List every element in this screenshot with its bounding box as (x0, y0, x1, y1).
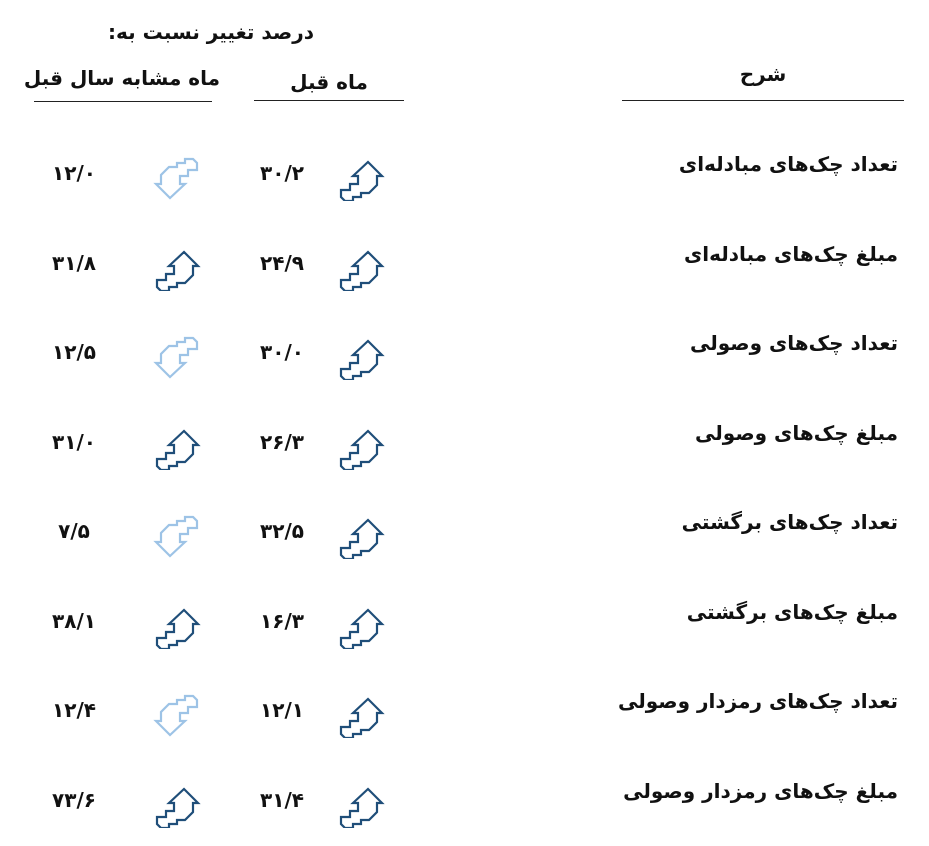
table-row (0, 570, 929, 660)
down-arrow-icon (152, 515, 202, 559)
up-arrow-icon (336, 426, 386, 470)
prev-year-value: ۳۸/۱ (52, 608, 96, 633)
column-header-description: شرح (739, 62, 787, 86)
row-label: مبلغ چک‌های وصولی (695, 420, 898, 445)
row-label: تعداد چک‌های مبادله‌ای (678, 152, 898, 176)
row-label: مبلغ چک‌های مبادله‌ای (683, 241, 898, 266)
prev-month-value: ۲۴/۹ (260, 250, 304, 275)
column-header-prev-month: ماه قبل (290, 70, 368, 94)
header-underline-description (622, 100, 904, 101)
prev-year-value: ۱۲/۴ (52, 698, 96, 722)
row-label: مبلغ چک‌های رمزدار وصولی (623, 778, 898, 803)
up-arrow-icon (152, 247, 202, 291)
prev-month-value: ۲۶/۳ (260, 429, 304, 454)
table-row (0, 749, 929, 839)
table-row (0, 212, 929, 302)
prev-month-value: ۱۶/۳ (260, 608, 304, 633)
row-label: تعداد چک‌های برگشتی (681, 510, 898, 534)
down-arrow-icon (152, 157, 202, 201)
up-arrow-icon (152, 605, 202, 649)
row-label: مبلغ چک‌های برگشتی (686, 599, 898, 624)
indicator-table (0, 122, 929, 838)
prev-year-value: ۳۱/۰ (52, 429, 96, 454)
table-row (0, 122, 929, 212)
change-caption: درصد تغییر نسبت به: (108, 20, 314, 44)
up-arrow-icon (152, 426, 202, 470)
table-row (0, 391, 929, 481)
row-label: تعداد چک‌های وصولی (689, 331, 898, 355)
prev-month-value: ۳۱/۴ (260, 787, 304, 812)
prev-year-value: ۷/۵ (58, 519, 90, 543)
table-row (0, 480, 929, 570)
table-row (0, 659, 929, 749)
down-arrow-icon (152, 336, 202, 380)
prev-month-value: ۳۰/۰ (260, 340, 304, 364)
prev-month-value: ۳۰/۲ (260, 161, 304, 185)
header-underline-prev-month (254, 100, 404, 101)
prev-year-value: ۳۱/۸ (52, 250, 96, 275)
prev-year-value: ۱۲/۰ (52, 161, 96, 185)
header-underline-prev-year (34, 101, 212, 102)
column-header-prev-year: ماه مشابه سال قبل (23, 66, 220, 90)
row-label: تعداد چک‌های رمزدار وصولی (618, 689, 898, 713)
up-arrow-icon (336, 247, 386, 291)
up-arrow-icon (152, 784, 202, 828)
up-arrow-icon (336, 605, 386, 649)
up-arrow-icon (336, 515, 386, 559)
down-arrow-icon (152, 694, 202, 738)
prev-year-value: ۷۳/۶ (52, 787, 96, 812)
up-arrow-icon (336, 336, 386, 380)
prev-month-value: ۱۲/۱ (260, 698, 304, 722)
table-row (0, 301, 929, 391)
up-arrow-icon (336, 784, 386, 828)
up-arrow-icon (336, 157, 386, 201)
up-arrow-icon (336, 694, 386, 738)
prev-year-value: ۱۲/۵ (52, 340, 96, 364)
prev-month-value: ۳۲/۵ (260, 519, 304, 543)
